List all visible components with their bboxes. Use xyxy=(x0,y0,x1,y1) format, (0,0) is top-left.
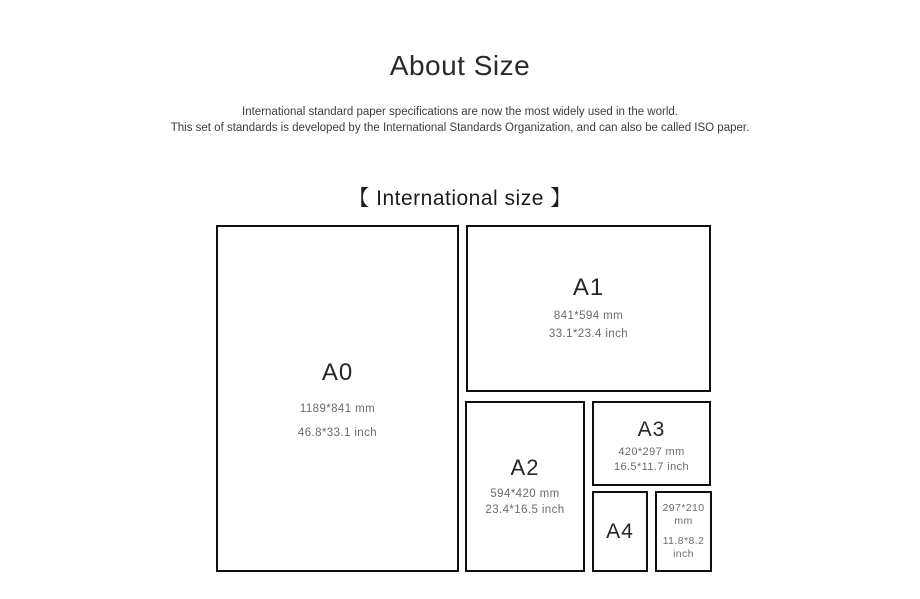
paper-dim-inch-a3: 16.5*11.7 inch xyxy=(613,461,690,473)
paper-dim-mm-a2: 594*420 mm xyxy=(490,487,560,500)
page-title: About Size xyxy=(389,50,531,81)
subtitle-line-2: This set of standards is developed by the International Standards Organization, and can also be called ISO paper. xyxy=(170,121,750,134)
paper-box-a2 xyxy=(465,401,585,572)
paper-dim-inch-a4: 11.8*8.2 inch xyxy=(662,535,705,560)
paper-label-a2: A2 xyxy=(510,454,540,480)
paper-box-a1 xyxy=(466,225,711,392)
paper-box-a0 xyxy=(216,225,459,572)
paper-dim-inch-a0: 46.8*33.1 inch xyxy=(297,426,378,439)
paper-label-a4: A4 xyxy=(606,519,634,543)
paper-label-a0: A0 xyxy=(321,358,354,386)
paper-dim-mm-a0: 1189*841 mm xyxy=(299,402,376,415)
paper-dim-mm-a4: 297*210 mm xyxy=(662,502,705,527)
paper-box-a4 xyxy=(592,491,648,572)
paper-dim-inch-a1: 33.1*23.4 inch xyxy=(548,328,629,340)
section-heading-international-size: 【 International size 】 xyxy=(348,187,572,210)
subtitle-line-1: International standard paper specifications are now the most widely used in the world. xyxy=(242,106,678,118)
paper-dim-inch-a2: 23.4*16.5 inch xyxy=(485,504,565,516)
paper-dim-mm-a1: 841*594 mm xyxy=(553,310,624,322)
paper-label-a3: A3 xyxy=(637,418,666,441)
paper-dim-mm-a3: 420*297 mm xyxy=(618,446,685,458)
paper-box-a3 xyxy=(592,401,711,486)
paper-box-a4-dimensions xyxy=(655,491,712,572)
paper-label-a1: A1 xyxy=(572,274,605,301)
